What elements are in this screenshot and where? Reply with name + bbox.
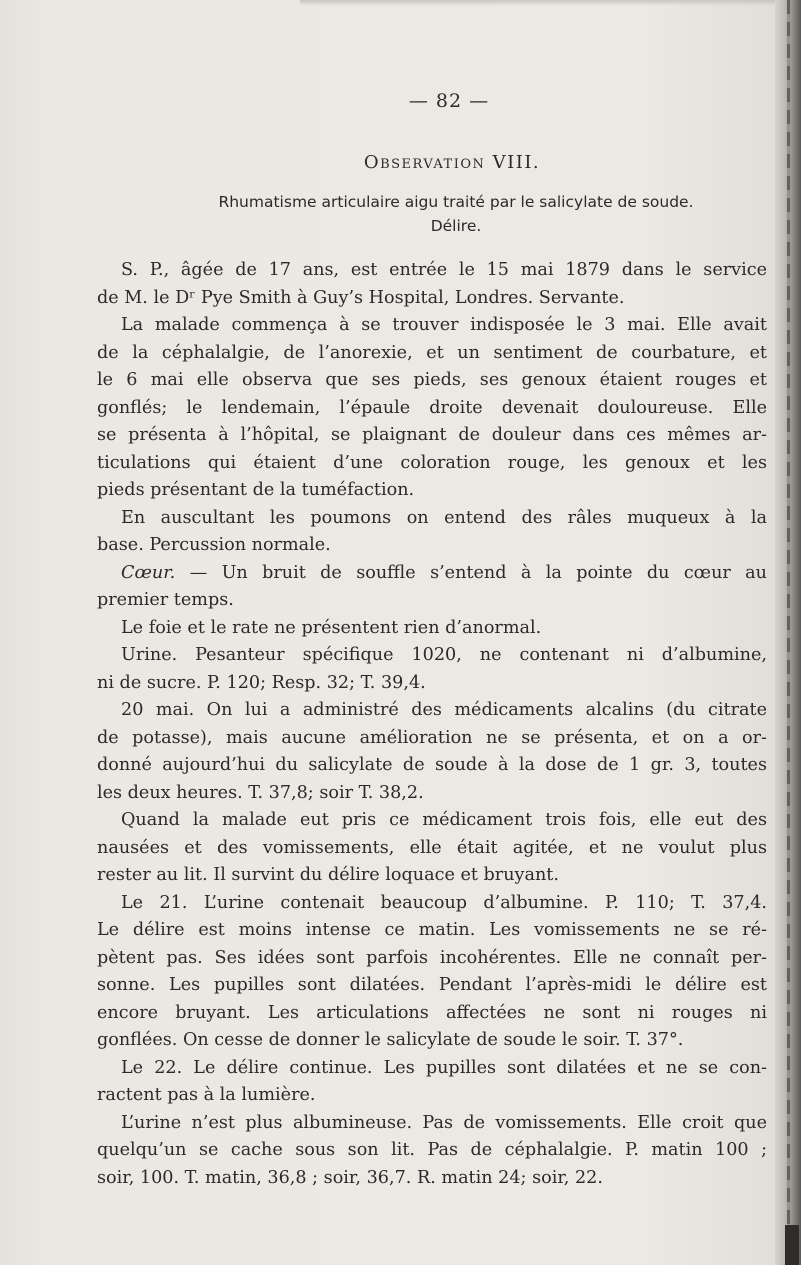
text-line: premier temps. (97, 590, 234, 610)
text-line: Le foie et le rate ne présentent rien d’anormal. (121, 617, 542, 638)
page-number: — 82 — (408, 90, 490, 112)
text-line: ticulations qui étaient d’une coloration rouge, les genoux et les (97, 452, 767, 473)
text-line: de potasse), mais aucune amélioration ne se présenta, et on a or- (97, 727, 767, 748)
subtitle-line: Rhumatisme articulaire aigu traité par le salicylate de soude. (218, 193, 694, 211)
corner-tab-mark (785, 1225, 799, 1265)
paragraph (97, 807, 767, 890)
text-line: quelqu’un se cache sous son lit. Pas de céphalalgie. P. matin 100 ; (97, 1140, 767, 1160)
text-line: pieds présentant de la tuméfaction. (97, 480, 415, 500)
paragraph (97, 697, 767, 807)
text-line: rester au lit. Il survint du délire loquace et bruyant. (97, 865, 559, 885)
text-line: Cœur. — Un bruit de souffle s’entend à la pointe du cœur au (121, 562, 767, 583)
text-line: Le 21. L’urine contenait beaucoup d’albumine. P. 110; T. 37,4. (121, 892, 767, 913)
text-line: le 6 mai elle observa que ses pieds, ses genoux étaient rouges et (97, 370, 767, 390)
text-line: 20 mai. On lui a administré des médicaments alcalins (du citrate (121, 700, 767, 720)
text-line: ni de sucre. P. 120; Resp. 32; T. 39,4. (97, 672, 426, 693)
paragraph (97, 560, 767, 615)
page-content (97, 90, 767, 1192)
paragraph (97, 312, 767, 505)
paragraph (97, 257, 767, 312)
text-line: de M. le Dʳ Pye Smith à Guy’s Hospital, Londres. Servante. (97, 287, 625, 308)
subtitle-line: Délire. (430, 217, 482, 235)
text-line: gonflées. On cesse de donner le salicylate de soude le soir. T. 37°. (97, 1030, 684, 1050)
text-line: base. Percussion normale. (97, 535, 331, 555)
paragraph (97, 1055, 767, 1110)
paragraph (97, 1110, 767, 1193)
text-line: S. P., âgée de 17 ans, est entrée le 15 mai 1879 dans le service (121, 260, 767, 280)
page-top-edge-shadow (300, 0, 780, 6)
text-line: donné aujourd’hui du salicylate de soude à la dose de 1 gr. 3, toutes (97, 755, 767, 775)
observation-title: Observation VIII. (363, 152, 541, 173)
paragraph (97, 890, 767, 1055)
text-line: La malade commença à se trouver indisposée le 3 mai. Elle avait (121, 315, 767, 335)
text-line: soir, 100. T. matin, 36,8 ; soir, 36,7. R. matin 24; soir, 22. (97, 1167, 603, 1188)
text-line: Le délire est moins intense ce matin. Les vomissements ne se ré- (97, 920, 767, 940)
paragraph (97, 615, 767, 643)
italic-heading: Cœur. (121, 562, 176, 583)
text-line: Quand la malade eut pris ce médicament trois fois, elle eut des (121, 810, 767, 830)
paragraph (97, 505, 767, 560)
text-line: de la céphalalgie, de l’anorexie, et un sentiment de courbature, et (97, 342, 767, 363)
paragraph (97, 642, 767, 697)
book-binding-edge (775, 0, 801, 1265)
text-line: pètent pas. Ses idées sont parfois incohérentes. Elle ne connaît per- (97, 947, 767, 968)
observation-body (97, 257, 767, 1192)
text-line: encore bruyant. Les articulations affectées ne sont ni rouges ni (97, 1002, 767, 1023)
text-line: Le 22. Le délire continue. Les pupilles sont dilatées et ne se con- (121, 1057, 767, 1078)
text-line: En auscultant les poumons on entend des râles muqueux à la (121, 507, 767, 528)
text-line: L’urine n’est plus albumineuse. Pas de vomissements. Elle croit que (121, 1112, 767, 1133)
observation-subtitle (145, 190, 767, 238)
text-line: les deux heures. T. 37,8; soir T. 38,2. (97, 782, 424, 803)
text-line: gonflés; le lendemain, l’épaule droite devenait douloureuse. Elle (97, 397, 767, 418)
text-line: se présenta à l’hôpital, se plaignant de douleur dans ces mêmes ar- (97, 425, 767, 445)
text-line: nausées et des vomissements, elle était agitée, et ne voulut plus (97, 837, 767, 858)
text-line: sonne. Les pupilles sont dilatées. Pendant l’après-midi le délire est (97, 975, 767, 995)
text-line: Urine. Pesanteur spécifique 1020, ne contenant ni d’albumine, (121, 645, 767, 665)
text-line: ractent pas à la lumière. (97, 1085, 316, 1105)
